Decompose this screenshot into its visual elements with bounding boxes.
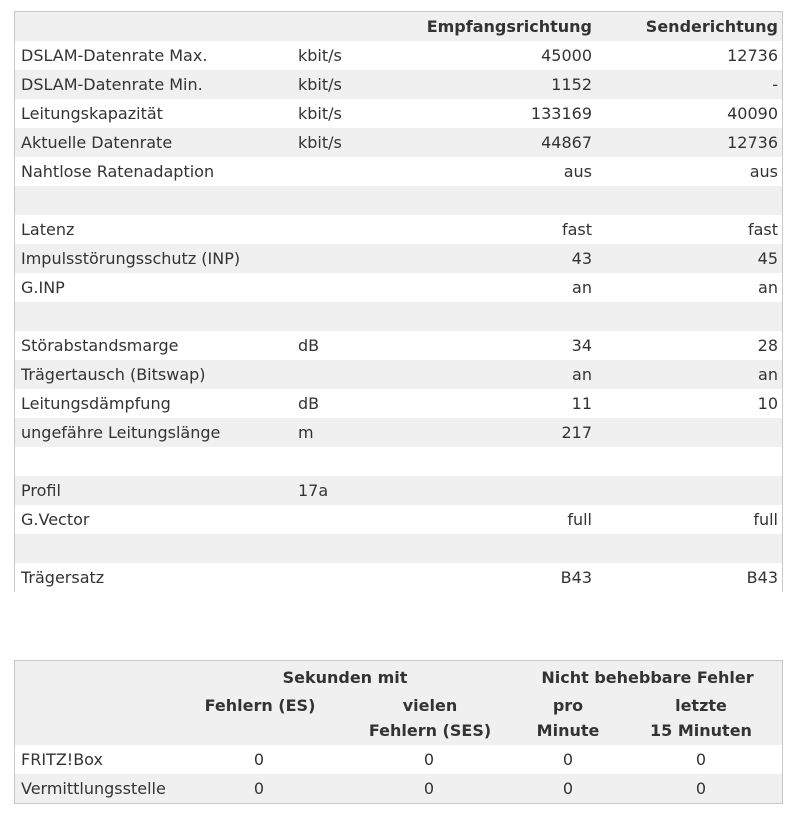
spacer-row <box>15 302 782 331</box>
row-send-value: an <box>758 365 778 384</box>
row-label: Aktuelle Datenrate <box>21 133 173 152</box>
row-send-value: B43 <box>746 568 778 587</box>
row-send-value: 12736 <box>727 46 778 65</box>
row-send-value: aus <box>749 162 778 181</box>
value-es: 0 <box>253 779 265 798</box>
col-per-minute-line1: pro <box>552 696 584 715</box>
spacer-row <box>15 534 782 563</box>
error-row-label: FRITZ!Box <box>21 750 103 769</box>
row-receive-value: 217 <box>561 423 592 442</box>
line-table-row <box>15 360 782 389</box>
row-unit: dB <box>298 394 320 413</box>
value-es: 0 <box>253 750 265 769</box>
line-table-row <box>15 273 782 302</box>
row-receive-value: 34 <box>571 336 592 355</box>
col-last-15-line2: 15 Minuten <box>650 721 752 740</box>
row-label: ungefähre Leitungslänge <box>21 423 221 442</box>
error-counter-table <box>14 660 783 804</box>
value-last-15-minutes: 0 <box>695 750 707 769</box>
row-unit: 17a <box>298 481 329 500</box>
row-receive-value: 44867 <box>541 133 592 152</box>
line-table-row <box>15 244 782 273</box>
row-label: G.Vector <box>21 510 90 529</box>
line-table-row <box>15 128 782 157</box>
row-unit: m <box>298 423 314 442</box>
row-label: Trägertausch (Bitswap) <box>21 365 206 384</box>
col-per-minute-line2: Minute <box>536 721 600 740</box>
row-receive-value: fast <box>561 220 592 239</box>
line-table-row <box>15 418 782 447</box>
value-per-minute: 0 <box>562 750 574 769</box>
line-table-row <box>15 331 782 360</box>
row-receive-value: B43 <box>560 568 592 587</box>
value-per-minute: 0 <box>562 779 574 798</box>
col-ses-line1: vielen <box>402 696 458 715</box>
spacer-row <box>15 186 782 215</box>
row-send-value: full <box>753 510 778 529</box>
line-table-row <box>15 157 782 186</box>
error-row-fritzbox <box>15 745 782 774</box>
line-table-row <box>15 563 782 592</box>
line-table-row <box>15 41 782 70</box>
spacer-row <box>15 447 782 476</box>
col-ses-line2: Fehlern (SES) <box>368 721 492 740</box>
line-table-row <box>15 389 782 418</box>
row-send-value: an <box>758 278 778 297</box>
row-unit: kbit/s <box>298 46 342 65</box>
row-label: Trägersatz <box>21 568 105 587</box>
line-table-row <box>15 476 782 505</box>
line-table-row <box>15 215 782 244</box>
row-unit: kbit/s <box>298 104 342 123</box>
error-row-exchange <box>15 774 782 803</box>
row-receive-value: aus <box>563 162 592 181</box>
row-receive-value: an <box>572 278 592 297</box>
row-receive-value: 45000 <box>541 46 592 65</box>
group-seconds-with: Sekunden mit <box>282 668 408 687</box>
row-label: DSLAM-Datenrate Max. <box>21 46 208 65</box>
error-table-group-header <box>15 661 782 693</box>
row-receive-value: 43 <box>571 249 592 268</box>
value-ses: 0 <box>423 779 435 798</box>
error-row-label: Vermittlungsstelle <box>21 779 166 798</box>
row-unit: dB <box>298 336 320 355</box>
row-send-value: 28 <box>757 336 778 355</box>
group-uncorrectable-errors: Nicht behebbare Fehler <box>541 668 754 687</box>
header-send-direction: Senderichtung <box>645 17 778 36</box>
col-last-15-line1: letzte <box>675 696 727 715</box>
line-table-row <box>15 505 782 534</box>
row-label: DSLAM-Datenrate Min. <box>21 75 203 94</box>
row-label: Störabstandsmarge <box>21 336 179 355</box>
value-last-15-minutes: 0 <box>695 779 707 798</box>
line-table-row <box>15 70 782 99</box>
row-label: Leitungskapazität <box>21 104 163 123</box>
header-receive-direction: Empfangsrichtung <box>426 17 592 36</box>
line-table-row <box>15 99 782 128</box>
row-label: Latenz <box>21 220 75 239</box>
row-receive-value: an <box>572 365 592 384</box>
dsl-line-table <box>14 11 783 592</box>
row-receive-value: 11 <box>571 394 592 413</box>
row-receive-value: 133169 <box>530 104 592 123</box>
row-send-value: fast <box>747 220 778 239</box>
error-table-column-header <box>15 693 782 745</box>
row-send-value: 12736 <box>727 133 778 152</box>
line-table-header <box>15 12 782 41</box>
row-unit: kbit/s <box>298 133 342 152</box>
row-send-value: 10 <box>757 394 778 413</box>
row-label: Leitungsdämpfung <box>21 394 171 413</box>
row-send-value: 40090 <box>727 104 778 123</box>
row-receive-value: 1152 <box>551 75 592 94</box>
row-label: Profil <box>21 481 61 500</box>
row-unit: kbit/s <box>298 75 342 94</box>
row-label: G.INP <box>21 278 65 297</box>
row-label: Impulsstörungsschutz (INP) <box>21 249 241 268</box>
row-send-value: 45 <box>757 249 778 268</box>
row-receive-value: full <box>567 510 592 529</box>
row-label: Nahtlose Ratenadaption <box>21 162 215 181</box>
value-ses: 0 <box>423 750 435 769</box>
col-errors-es: Fehlern (ES) <box>204 696 316 715</box>
row-send-value: - <box>772 75 778 94</box>
